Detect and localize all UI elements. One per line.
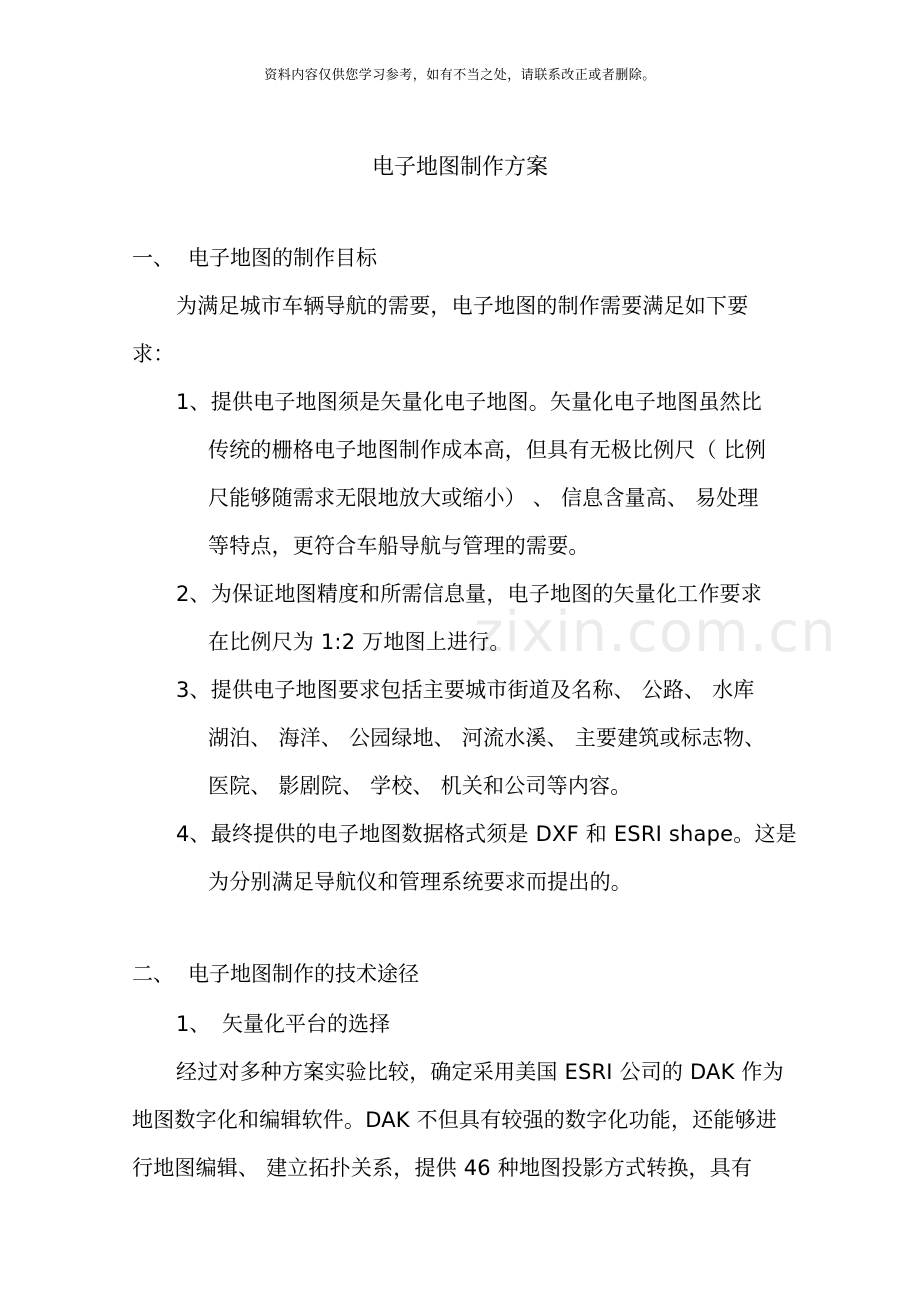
section1-intro-line1: 为满足城市车辆导航的需要，电子地图的制作需要满足如下要 [176,294,749,318]
list-item-2-line1: 2、为保证地图精度和所需信息量，电子地图的矢量化工作要求 [176,582,762,606]
section2-para-line3: 行地图编辑、 建立拓扑关系，提供 46 种地图投影方式转换，具有 [132,1156,753,1180]
list-item-1-line3: 尺能够随需求无限地放大或缩小） 、 信息含量高、 易处理 [208,486,759,510]
disclaimer-header: 资料内容仅供您学习参考，如有不当之处，请联系改正或者删除。 [264,68,656,83]
document-title: 电子地图制作方案 [371,155,548,180]
list-item-3-line3: 医院、 影剧院、 学校、 机关和公司等内容。 [208,774,632,798]
section1-title: 电子地图的制作目标 [188,246,377,270]
list-item-3-line2: 湖泊、 海洋、 公园绿地、 河流水溪、 主要建筑或标志物、 [208,726,766,750]
subsection-number: 1、 [176,1012,211,1036]
list-item-1-line1: 1、提供电子地图须是矢量化电子地图。矢量化电子地图虽然比 [176,390,762,414]
list-item-4-line1: 4、最终提供的电子地图数据格式须是 DXF 和 ESRI shape。这是 [176,822,797,846]
section1-number: 一、 [132,246,174,270]
list-item-2-line2: 在比例尺为 1:2 万地图上进行。 [208,630,511,654]
section1-intro-line2: 求： [132,342,175,366]
list-item-1-line2: 传统的栅格电子地图制作成本高，但具有无极比例尺（ 比例 [208,438,767,462]
section2-number: 二、 [132,962,174,986]
section2-para-line1: 经过对多种方案实验比较，确定采用美国 ESRI 公司的 DAK 作为 [176,1060,784,1084]
section1-heading [132,242,377,272]
list-item-3-line1: 3、提供电子地图要求包括主要城市街道及名称、 公路、 水库 [176,678,755,702]
list-item-1-line4: 等特点，更符合车船导航与管理的需要。 [208,534,590,558]
list-item-4-line2: 为分别满足导航仪和管理系统要求而提出的。 [208,870,632,894]
section2-title: 电子地图制作的技术途径 [188,962,419,986]
section2-para-line2: 地图数字化和编辑软件。DAK 不但具有较强的数字化功能，还能够进 [132,1108,778,1132]
watermark: zixin.com.cn [474,600,837,665]
subsection-heading [176,1008,390,1038]
subsection-title: 矢量化平台的选择 [222,1012,390,1036]
section2-heading [132,958,419,988]
